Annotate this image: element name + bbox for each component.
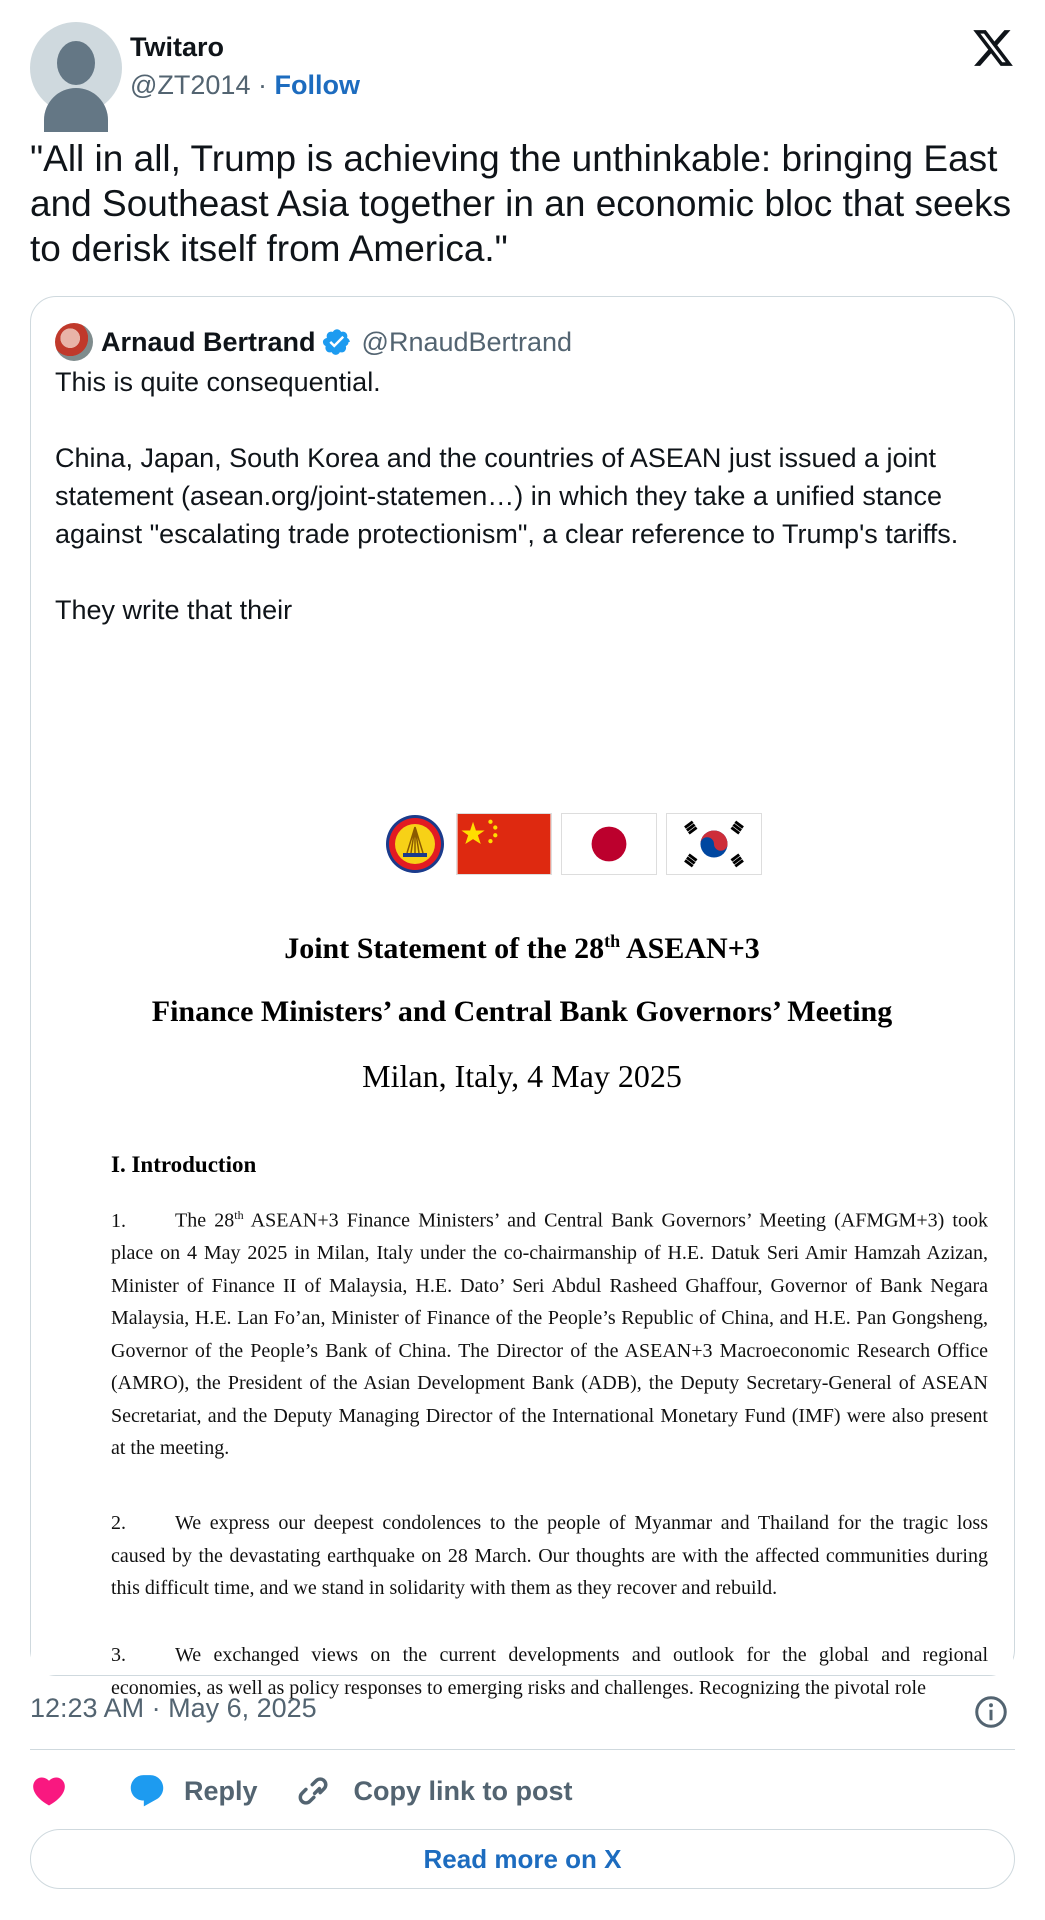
para-number: 3. [111, 1644, 126, 1666]
heart-icon [30, 1772, 68, 1810]
doc-title-post: ASEAN+3 [620, 932, 760, 965]
divider [30, 1749, 1015, 1750]
para-number: 1. [111, 1209, 126, 1232]
flag-row [383, 812, 762, 876]
quoted-paragraph: This is quite consequential. [55, 367, 381, 397]
author-handle[interactable]: @ZT2014 [130, 70, 251, 100]
speech-bubble-icon [128, 1772, 166, 1810]
quoted-display-name[interactable]: Arnaud Bertrand [101, 326, 316, 357]
japan-flag-icon [561, 813, 657, 875]
para1-post: ASEAN+3 Finance Ministers’ and Central Bank Governors’ Meeting (AFMGM+3) took place on 4 May 2025 in Milan, Italy under the co-chairmanship of H.E. Datuk Seri Amir Hamzah Azizan, Minister of Finance II of Malaysia, H.E. Dato’ Seri Abdul Rasheed Ghaffour, Governor of Bank Negara Malaysia, H.E. Lan Fo’an, Minister of Finance of the People’s Republic of China, and H.E. Pan Gongsheng, Governor of the People’s Bank of China. The Director of the ASEAN+3 Macroeconomic Research Office (AMRO), the President of the Asian Development Bank (ADB), the Deputy Secretary-General of ASEAN Secretariat, and the Deputy Managing Director of the International Monetary Fund (IMF) were also present at the meeting. [111, 1209, 988, 1460]
para-number: 2. [111, 1512, 126, 1534]
copy-link-button[interactable] [298, 1772, 573, 1810]
tweet-text: "All in all, Trump is achieving the unthinkable: bringing East and Southeast Asia together in an economic bloc that seeks to derisk itself from America." [30, 138, 1012, 269]
follow-button[interactable]: Follow [274, 70, 360, 100]
quoted-paragraph: China, Japan, South Korea and the countries of ASEAN just issued a joint statement (asean.org/joint-statemen…) in which they take a unified stance against "escalating trade protectionism", a clear reference to Trump's tariffs. [55, 443, 959, 549]
quoted-paragraph: They write that their [55, 595, 293, 625]
document-paragraph-1 [111, 1199, 988, 1465]
tweet-timestamp[interactable]: 12:23 AM · May 6, 2025 [30, 1693, 317, 1723]
document-section-heading: I. Introduction [111, 1152, 257, 1177]
document-title-line-1 [31, 931, 1013, 966]
author-handle-line [130, 70, 360, 101]
para3-text: We exchanged views on the current developments and outlook for the global and regional economies, as well as policy responses to emerging risks and challenges. Recognizing the pivotal role [111, 1644, 988, 1699]
para2-text: We express our deepest condolences to the people of Myanmar and Thailand for the tragic loss caused by the devastating earthquake on 28 March. Our thoughts are with the affected communities during this difficult time, and we stand in solidarity with them as they recover and rebuild. [111, 1512, 988, 1599]
copy-link-label: Copy link to post [353, 1775, 573, 1806]
avatar[interactable] [30, 22, 122, 114]
tweet-header [30, 22, 1015, 117]
quoted-header [55, 322, 572, 362]
quoted-handle[interactable]: @RnaudBertrand [361, 326, 573, 357]
para1-pre: The 28 [175, 1209, 235, 1232]
like-button[interactable] [30, 1772, 68, 1810]
doc-title-sup: th [604, 931, 621, 951]
attached-document-image[interactable] [31, 807, 1013, 1699]
para1-sup: th [234, 1208, 244, 1222]
doc-title-pre: Joint Statement of the 28 [284, 932, 605, 965]
x-logo-icon[interactable] [971, 26, 1015, 70]
quoted-text [55, 363, 1005, 667]
reply-button[interactable] [128, 1772, 258, 1810]
quoted-avatar[interactable] [55, 323, 93, 361]
quoted-tweet[interactable] [30, 296, 1015, 1699]
avatar-body-shape [44, 88, 108, 132]
info-icon[interactable] [973, 1694, 1009, 1730]
verified-badge-icon [322, 327, 352, 357]
document-title-line-2: Finance Ministers’ and Central Bank Governors’ Meeting [151, 995, 893, 1028]
asean-emblem-icon [383, 813, 447, 875]
author-display-name[interactable]: Twitaro [130, 32, 224, 62]
document-paragraph-2 [111, 1507, 988, 1605]
china-flag-icon [456, 813, 552, 875]
south-korea-flag-icon [666, 813, 762, 875]
avatar-head-shape [57, 41, 95, 85]
document-location-date: Milan, Italy, 4 May 2025 [362, 1058, 682, 1094]
link-icon [298, 1772, 336, 1810]
action-bar [30, 1768, 613, 1814]
read-more-button[interactable]: Read more on X [30, 1829, 1015, 1889]
reply-label: Reply [184, 1775, 258, 1806]
handle-separator: · [250, 70, 275, 100]
